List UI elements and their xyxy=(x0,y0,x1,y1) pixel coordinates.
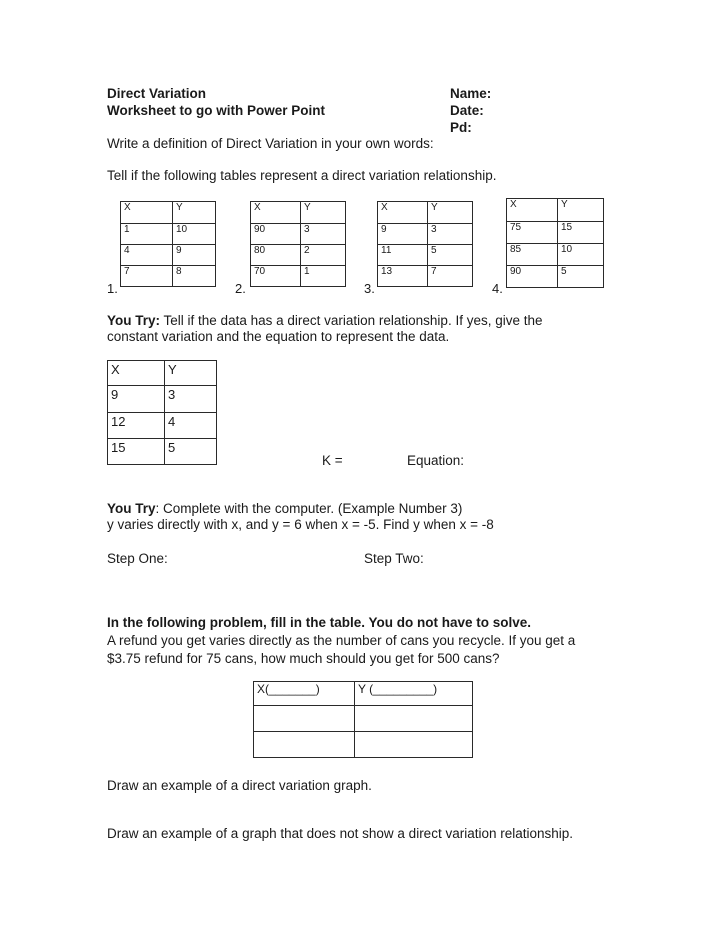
tables-prompt: Tell if the following tables represent a direct variation relationship. xyxy=(107,168,497,183)
table-cell: 90 xyxy=(251,224,301,245)
table-cell: 80 xyxy=(251,245,301,266)
table-cell: 9 xyxy=(378,224,428,245)
table-number: 2. xyxy=(235,281,246,296)
table-cell: 8 xyxy=(173,266,216,287)
you-try-label: You Try: xyxy=(107,313,161,328)
table-number: 4. xyxy=(492,281,503,296)
table-header: X xyxy=(378,202,428,224)
pd-label: Pd: xyxy=(450,120,472,135)
table-number: 1. xyxy=(107,281,118,296)
data-table-4 xyxy=(506,198,604,288)
you-try-2-line2: y varies directly with x, and y = 6 when x = -5. Find y when x = -8 xyxy=(107,517,494,532)
you-try-label: You Try xyxy=(107,501,156,516)
table-header: Y xyxy=(301,202,346,224)
blank-cell[interactable] xyxy=(254,732,355,758)
blank-cell[interactable] xyxy=(254,706,355,732)
table-cell: 5 xyxy=(165,439,217,465)
table-cell: 3 xyxy=(301,224,346,245)
table-number: 3. xyxy=(364,281,375,296)
table-cell: 7 xyxy=(121,266,173,287)
table-cell: 9 xyxy=(173,245,216,266)
table-header: X xyxy=(507,199,558,222)
date-label: Date: xyxy=(450,103,484,118)
table-cell: 1 xyxy=(121,224,173,245)
you-try-2-text: : Complete with the computer. (Example Number 3) xyxy=(155,501,463,516)
definition-prompt: Write a definition of Direct Variation in your own words: xyxy=(107,136,434,151)
fill-table-text-line2: $3.75 refund for 75 cans, how much should you get for 500 cans? xyxy=(107,651,500,666)
data-table-2 xyxy=(250,201,346,287)
table-cell: 2 xyxy=(301,245,346,266)
table-cell: 11 xyxy=(378,245,428,266)
you-try-data-table xyxy=(107,360,217,465)
table-cell: 12 xyxy=(108,413,165,439)
k-label: K = xyxy=(322,453,343,468)
fill-in-table xyxy=(253,681,473,758)
table-cell: 5 xyxy=(558,266,604,288)
table-header: Y xyxy=(173,202,216,224)
table-cell: 10 xyxy=(558,244,604,266)
you-try-1-line1 xyxy=(107,313,543,329)
data-table-3 xyxy=(377,201,473,287)
fill-table-instruction: In the following problem, fill in the table. You do not have to solve. xyxy=(107,615,532,630)
equation-label: Equation: xyxy=(407,453,465,468)
table-header: Y (_________) xyxy=(355,682,473,706)
table-header: Y xyxy=(558,199,604,222)
fill-table-text-line1: A refund you get varies directly as the number of cans you recycle. If you get a xyxy=(107,633,576,648)
table-cell: 3 xyxy=(165,386,217,413)
table-header: X xyxy=(121,202,173,224)
table-cell: 4 xyxy=(165,413,217,439)
table-header: Y xyxy=(428,202,473,224)
table-cell: 13 xyxy=(378,266,428,287)
name-label: Name: xyxy=(450,86,492,101)
table-header: Y xyxy=(165,361,217,386)
table-header: X xyxy=(251,202,301,224)
table-cell: 75 xyxy=(507,222,558,244)
table-cell: 15 xyxy=(108,439,165,465)
table-cell: 10 xyxy=(173,224,216,245)
table-cell: 15 xyxy=(558,222,604,244)
table-cell: 85 xyxy=(507,244,558,266)
table-cell: 4 xyxy=(121,245,173,266)
step-two-label: Step Two: xyxy=(364,551,424,566)
you-try-2-line1 xyxy=(107,501,462,517)
you-try-1-text: Tell if the data has a direct variation relationship. If yes, give the xyxy=(163,313,543,328)
table-cell: 5 xyxy=(428,245,473,266)
table-cell: 90 xyxy=(507,266,558,288)
you-try-1-line2: constant variation and the equation to represent the data. xyxy=(107,329,450,344)
table-cell: 7 xyxy=(428,266,473,287)
graph-prompt-indirect: Draw an example of a graph that does not show a direct variation relationship. xyxy=(107,826,574,841)
worksheet-subtitle: Worksheet to go with Power Point xyxy=(107,103,326,118)
blank-cell[interactable] xyxy=(355,732,473,758)
table-header: X(_______) xyxy=(254,682,355,706)
table-cell: 9 xyxy=(108,386,165,413)
table-cell: 3 xyxy=(428,224,473,245)
step-one-label: Step One: xyxy=(107,551,168,566)
table-cell: 70 xyxy=(251,266,301,287)
data-table-1 xyxy=(120,201,216,287)
table-header: X xyxy=(108,361,165,386)
graph-prompt-direct: Draw an example of a direct variation graph. xyxy=(107,778,372,793)
table-cell: 1 xyxy=(301,266,346,287)
blank-cell[interactable] xyxy=(355,706,473,732)
worksheet-title: Direct Variation xyxy=(107,86,207,101)
